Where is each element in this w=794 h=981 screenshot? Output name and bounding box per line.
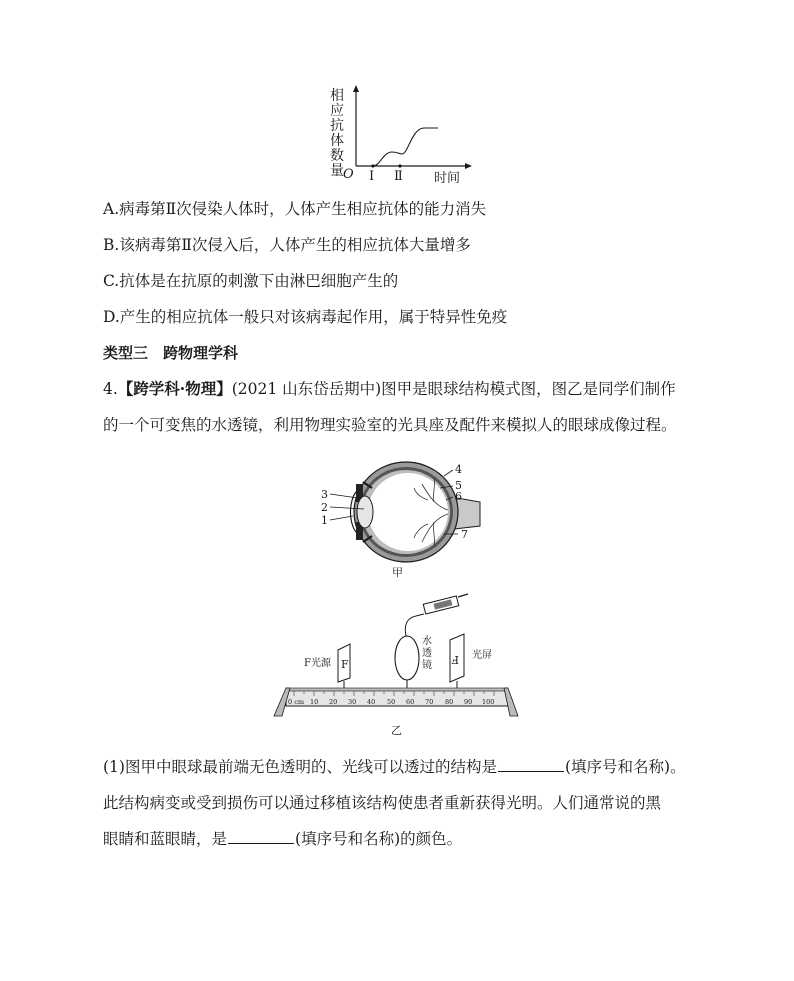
screen-letter: F [451,653,459,666]
scale-unit: 0 cm [288,698,305,706]
ylabel-char: 数 [330,148,344,164]
ylabel-char: 量 [330,163,344,179]
bench-rail [286,690,508,706]
scale-tick-label: 40 [367,698,376,706]
option-d: D.产生的相应抗体一般只对该病毒起作用，属于特异性免疫 [103,308,508,326]
question-4-line2: 的一个可变焦的水透镜，利用物理实验室的光具座及配件来模拟人的眼球成像过程。 [103,416,677,434]
syringe [416,594,468,616]
bench-top [286,688,508,691]
question-tag: 【跨学科·物理】 [117,379,232,398]
option-a: A.病毒第Ⅱ次侵染人体时，人体产生相应抗体的能力消失 [103,200,487,218]
sub1-line3 [103,828,462,850]
eye-label-5: 5 [455,479,462,492]
eye-diagram [318,454,488,580]
answer-blank-1[interactable] [498,757,564,772]
source-letter: F [341,658,349,671]
tick-1-label: Ⅰ [369,169,375,184]
optical-bench-diagram [266,592,526,740]
ylabel-char: 体 [330,133,344,149]
lens-label-char: 水 [422,636,432,647]
option-c: C.抗体是在抗原的刺激下由淋巴细胞产生的 [103,272,399,290]
section-title: 类型三 跨物理学科 [103,344,239,362]
answer-blank-2[interactable] [228,829,294,844]
lens-label [422,634,432,671]
eye-label-2: 2 [321,501,328,514]
screen-label: 光屏 [472,650,492,661]
antibody-curve [356,128,438,166]
question-4-text: (2021 山东岱岳期中)图甲是眼球结构模式图，图乙是同学们制作 [231,380,676,398]
x-axis-arrow [465,163,472,169]
scale-tick-label: 60 [406,698,415,706]
fig-yi-caption: 乙 [391,724,402,737]
lens-label-char: 透 [422,648,432,659]
graph-ylabel [330,87,344,179]
eye-label-3: 3 [321,488,328,501]
origin-label: O [343,167,354,182]
sub1-text-b: (填序号和名称)。 [564,758,686,776]
tick-2 [398,164,401,167]
scale-tick-label: 50 [387,698,396,706]
scale-tick-label: 10 [310,698,319,706]
eye-label-7: 7 [461,528,468,541]
scale-tick-label: 70 [425,698,434,706]
sub1-text-c: 眼睛和蓝眼睛，是 [103,830,228,848]
question-number: 4. [103,380,118,398]
eye-label-4: 4 [455,463,462,476]
ylabel-char: 应 [330,103,344,119]
eye-label-1: 1 [321,514,328,527]
x-axis-label: 时间 [434,171,461,186]
fig-jia-caption: 甲 [392,566,403,579]
scale-tick-label: 30 [348,698,357,706]
antibody-graph [328,84,478,188]
lens-label-char: 镜 [422,660,432,671]
scale-tick-label: 90 [464,698,473,706]
ylabel-char: 相 [330,88,344,104]
sub1-line2: 此结构病变或受到损伤可以通过移植该结构使患者重新获得光明。人们通常说的黑 [103,794,662,812]
water-lens [395,636,419,680]
tick-2-label: Ⅱ [394,169,403,184]
sub1-line1 [103,756,686,778]
lens [357,496,373,528]
option-b: B.该病毒第Ⅱ次侵入后，人体产生的相应抗体大量增多 [103,236,471,254]
ylabel-char: 抗 [330,118,344,134]
scale-tick-label: 20 [329,698,338,706]
sub1-text-d: (填序号和名称)的颜色。 [295,830,463,848]
scale-tick-label: 80 [445,698,454,706]
y-axis-arrow [353,85,359,92]
question-4-line1 [103,378,676,400]
sub1-text-a: (1)图甲中眼球最前端无色透明的、光线可以透过的结构是 [103,758,497,776]
scale-tick-label: 100 [482,698,495,706]
source-label: F光源 [304,658,331,669]
eye-label-6: 6 [455,490,462,503]
water-tube [405,616,416,636]
vitreous-body [368,473,448,551]
